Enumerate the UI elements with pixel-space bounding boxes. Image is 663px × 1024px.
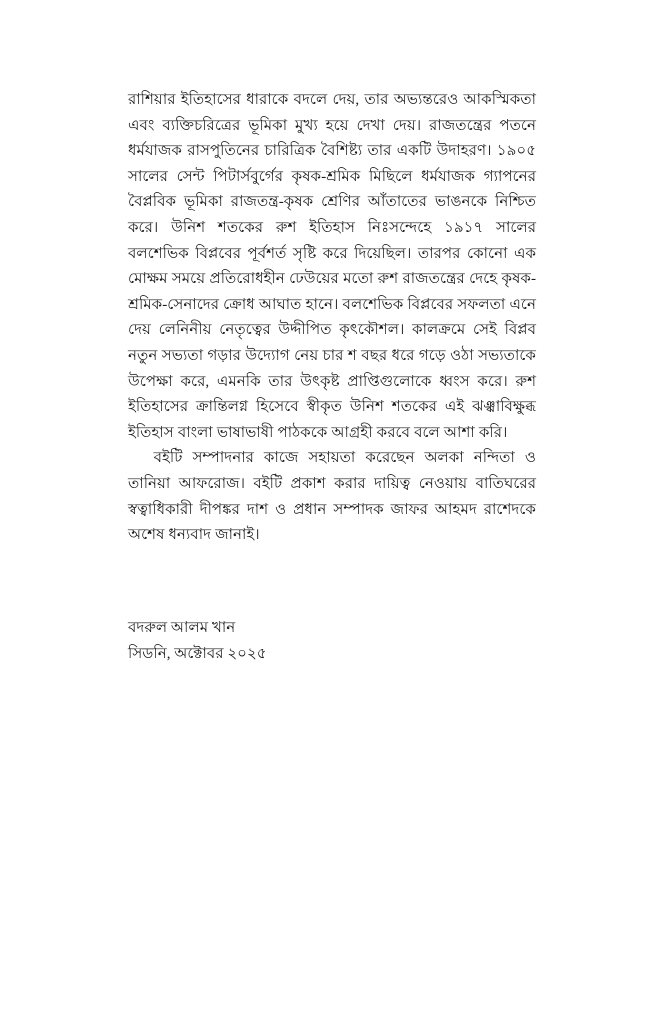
signature-author-name: বদরুল আলম খান xyxy=(128,620,236,636)
paragraph-1: রাশিয়ার ইতিহাসের ধারাকে বদলে দেয়, তার অভ্যন্তরেও আকস্মিকতা এবং ব্যক্তিচরিত্রের ভূমিকা মুখ্য হয়ে দেখা দেয়। রাজতন্ত্রের পতনে ধর্মযাজক রাসপুতিনের চারিত্রিক বৈশিষ্ট্য তার একটি উদাহরণ। ১৯০৫ সালের সেন্ট পিটার্সবুর্গের কৃষক-শ্রমিক মিছিলে ধর্মযাজক গ্যাপনের বৈপ্লবিক ভূমিকা রাজতন্ত্র-কৃষক শ্রেণির আঁতাতের ভাঙনকে নিশ্চিত করে। উনিশ শতকের রুশ ইতিহাস নিঃসন্দেহে ১৯১৭ সালের বলশেভিক বিপ্লবের পূর্বশর্ত সৃষ্টি করে দিয়েছিল। তারপর কোনো এক মোক্ষম সময়ে প্রতিরোধহীন ঢেউয়ের মতো রুশ রাজতন্ত্রের দেহে কৃষক-শ্রমিক-সেনাদের ক্রোধ আঘাত হানে। বলশেভিক বিপ্লবের সফলতা এনে দেয় লেনিনীয় নেতৃত্বের উদ্দীপিত কৃৎকৌশল। কালক্রমে সেই বিপ্লব নতুন সভ্যতা গড়ার উদ্যোগ নেয় চার শ বছর ধরে গড়ে ওঠা সভ্যতাকে উপেক্ষা করে, এমনকি তার উৎকৃষ্ট প্রাপ্তিগুলোকে ধ্বংস করে। রুশ ইতিহাসের ক্রান্তিলগ্ন হিসেবে স্বীকৃত উনিশ শতকের এই ঝঞ্ঝাবিক্ষুব্ধ ইতিহাস বাংলা ভাষাভাষী পাঠককে আগ্রহী করবে বলে আশা করি। xyxy=(128,92,536,441)
signature-place-date: সিডনি, অক্টোবর ২০২৫ xyxy=(128,645,267,662)
paragraph-2: বইটি সম্পাদনার কাজে সহায়তা করেছেন অলকা নন্দিতা ও তানিয়া আফরোজ। বইটি প্রকাশ করার দায়িত্ব নেওয়ায় বাতিঘরের স্বত্বাধিকারী দীপঙ্কর দাশ ও প্রধান সম্পাদক জাফর আহমদ রাশেদকে অশেষ ধন্যবাদ জানাই। xyxy=(128,450,536,544)
signature-block xyxy=(128,616,458,667)
body-text-block xyxy=(128,88,536,549)
